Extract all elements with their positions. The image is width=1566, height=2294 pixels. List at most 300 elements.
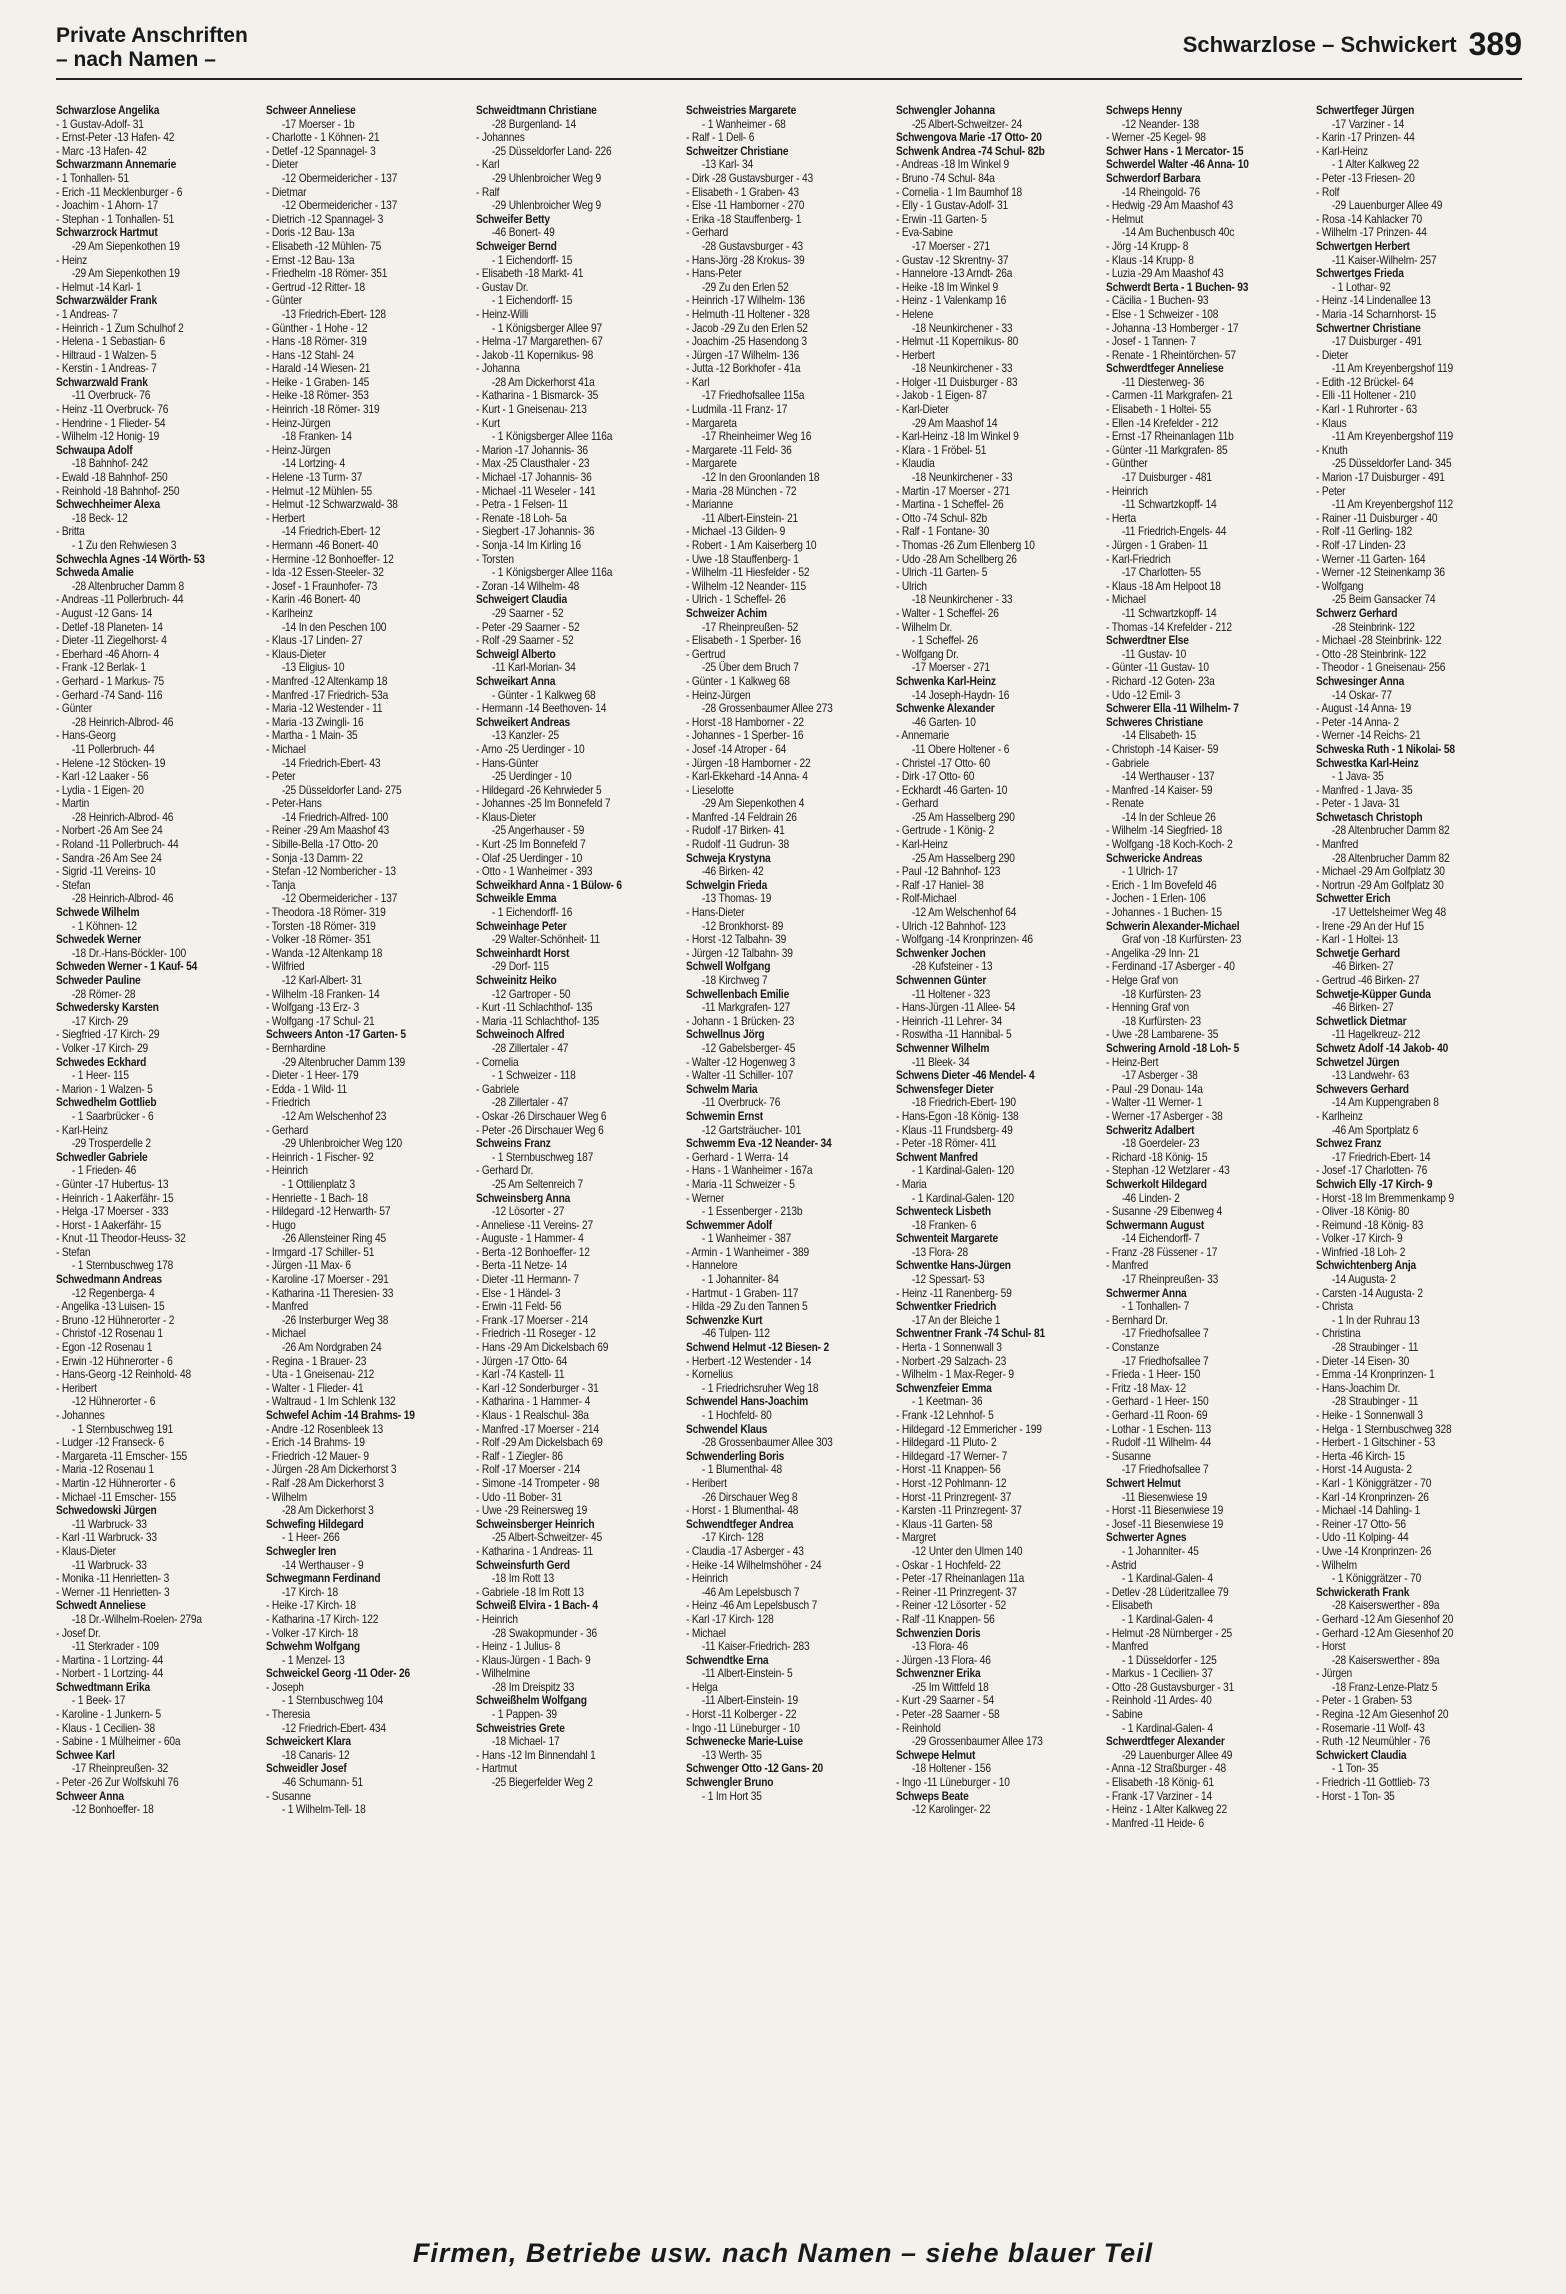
surname-entry: Schwede Wilhelm <box>56 906 140 920</box>
listing-line: - Regina - 1 Brauer- 23 <box>266 1354 367 1368</box>
listing-line: - Klaus-Dieter <box>476 810 536 824</box>
listing-line: - Gerhard - 1 Heer- 150 <box>1106 1395 1209 1409</box>
surname-entry: Schwengler Bruno <box>686 1776 774 1790</box>
listing-line: -25 Düsseldorfer Land- 345 <box>1331 457 1452 471</box>
directory-column-7 <box>1316 104 1496 2234</box>
listing-line: - Ulrich -11 Garten- 5 <box>896 566 988 580</box>
listing-line: - Sandra -26 Am See 24 <box>56 851 162 865</box>
listing-line: - Hans -12 Stahl- 24 <box>266 348 354 362</box>
listing-line: -29 Grossenbaumer Allee 173 <box>911 1735 1043 1749</box>
listing-line: - Christa <box>1316 1300 1353 1314</box>
listing-line: -17 Rheinpreußen- 33 <box>1121 1273 1219 1287</box>
listing-line: - Michael <box>686 1626 726 1640</box>
listing-line: - Ruth -12 Neumühler - 76 <box>1316 1735 1431 1749</box>
surname-entry: Schweikhard Anna - 1 Bülow- 6 <box>476 878 622 892</box>
listing-line: - Michael -13 Gilden- 9 <box>686 525 786 539</box>
listing-line: - Herbert -12 Westender - 14 <box>686 1354 812 1368</box>
listing-line: - 1 Königsberger Allee 116a <box>491 566 613 580</box>
listing-line: - Hannelore -13 Arndt- 26a <box>896 267 1013 281</box>
listing-line: -18 Bahnhof- 242 <box>71 457 148 471</box>
listing-line: - Wilhelm -12 Honig- 19 <box>56 430 160 444</box>
listing-line: - Klaus -11 Garten- 58 <box>896 1517 993 1531</box>
listing-line: -26 Am Nordgraben 24 <box>281 1341 382 1355</box>
listing-line: - Horst -12 Talbahn- 39 <box>686 933 787 947</box>
listing-line: -28 Straubinger - 11 <box>1331 1341 1419 1355</box>
listing-line: - Wolfgang -14 Kronprinzen- 46 <box>896 933 1033 947</box>
listing-line: - Ralf - 1 Fontane- 30 <box>896 525 990 539</box>
listing-line: -25 Uerdinger - 10 <box>491 770 572 784</box>
listing-line: -46 Am Sportplatz 6 <box>1331 1123 1419 1137</box>
listing-line: - Renate -18 Loh- 5a <box>476 511 567 525</box>
listing-line: -14 Lortzing- 4 <box>281 457 345 471</box>
listing-line: - Karlheinz <box>1316 1109 1363 1123</box>
listing-line: - Wolfgang Dr. <box>896 647 959 661</box>
listing-line: - Dietmar <box>266 185 307 199</box>
listing-line: - 1 Ulrich- 17 <box>1121 865 1178 879</box>
listing-line: - Wilhelm -17 Prinzen- 44 <box>1316 226 1427 240</box>
listing-line: - Martin -17 Moerser - 271 <box>896 484 1010 498</box>
listing-line: -17 Kirch- 18 <box>281 1585 338 1599</box>
listing-line: -17 Friedhofsallee 115a <box>701 389 805 403</box>
listing-line: - Peter <box>266 770 296 784</box>
listing-line: - Karl - 1 Holtei- 13 <box>1316 933 1398 947</box>
listing-line: - 1 Im Hort 35 <box>701 1789 762 1803</box>
listing-line: -25 Beim Gansacker 74 <box>1331 593 1436 607</box>
listing-line: -18 Kurfürsten- 23 <box>1121 987 1201 1001</box>
listing-line: - 1 Gustav-Adolf- 31 <box>56 117 144 131</box>
listing-line: - Else -11 Hamborner - 270 <box>686 199 805 213</box>
directory-column-5 <box>896 104 1076 2234</box>
listing-line: - Heike - 1 Graben- 145 <box>266 375 370 389</box>
listing-line: -25 Angerhauser - 59 <box>491 824 585 838</box>
listing-line: - 1 Ottilienplatz 3 <box>281 1177 356 1191</box>
surname-entry: Schweinitz Heiko <box>476 974 557 987</box>
listing-line: - Johannes <box>476 131 525 145</box>
listing-line: - Jürgen -11 Max- 6 <box>266 1259 351 1273</box>
listing-line: -28 Am Dickerhorst 41a <box>491 375 595 389</box>
listing-line: - Hermann -14 Beethoven- 14 <box>476 702 607 716</box>
listing-line: - Hermann -46 Bonert- 40 <box>266 539 379 552</box>
listing-line: - Gertrude - 1 König- 2 <box>896 824 995 838</box>
listing-line: - Waltraud - 1 Im Schlenk 132 <box>266 1395 396 1409</box>
listing-line: - Heinz -14 Lindenallee 13 <box>1316 294 1431 308</box>
listing-line: -11 Overbruck- 76 <box>701 1096 781 1110</box>
listing-line: - Michael -17 Johannis- 36 <box>476 471 592 485</box>
surname-entry: Schwetzel Jürgen <box>1316 1055 1400 1069</box>
listing-line: - Regina -12 Am Giesenhof 20 <box>1316 1708 1449 1722</box>
listing-line: - Heinrich <box>266 1164 308 1178</box>
listing-line: -12 Am Welschenhof 23 <box>281 1109 387 1123</box>
listing-line: - Hartmut - 1 Graben- 117 <box>686 1286 799 1300</box>
listing-line: - Heinz - 1 Julius- 8 <box>476 1640 561 1654</box>
listing-line: -17 Friedhofsallee 7 <box>1121 1354 1209 1368</box>
listing-line: - Werner <box>686 1191 725 1205</box>
surname-entry: Schwelm Maria <box>686 1082 758 1096</box>
listing-line: - Renate - 1 Rheintörchen- 57 <box>1106 348 1236 362</box>
listing-line: - Ulrich <box>896 579 927 593</box>
listing-line: - 1 Düsseldorfer - 125 <box>1121 1653 1217 1667</box>
listing-line: - Klaus -18 Am Helpoot 18 <box>1106 579 1221 593</box>
listing-line: - Josef -14 Atroper - 64 <box>686 742 787 756</box>
listing-line: - Franz -28 Füssener - 17 <box>1106 1245 1218 1259</box>
listing-line: - Gerhard -74 Sand- 116 <box>56 688 163 702</box>
listing-line: - Heinz -11 Ranenberg- 59 <box>896 1286 1012 1300</box>
surname-entry: Schwenger Otto -12 Gans- 20 <box>686 1762 823 1776</box>
listing-line: - 1 Menzel- 13 <box>281 1653 345 1667</box>
listing-line: - Peter -13 Friesen- 20 <box>1316 171 1415 185</box>
listing-line: - Christina <box>1316 1327 1361 1341</box>
listing-line: - Olaf -25 Uerdinger - 10 <box>476 851 583 865</box>
surname-entry: Schweiß Elvira - 1 Bach- 4 <box>476 1599 598 1613</box>
listing-line: -11 Warbruck- 33 <box>71 1558 147 1572</box>
listing-line: -13 Werth- 35 <box>701 1748 762 1762</box>
listing-line: -25 Im Wittfeld 18 <box>911 1680 989 1694</box>
listing-line: -28 Burgenland- 14 <box>491 117 577 131</box>
listing-line: - Knut -11 Theodor-Heuss- 32 <box>56 1232 186 1246</box>
listing-line: - Hannelore <box>686 1259 738 1273</box>
listing-line: - Sonja -13 Damm- 22 <box>266 851 363 865</box>
listing-line: - Maria -14 Scharnhorst- 15 <box>1316 307 1436 321</box>
surname-entry: Schwestka Karl-Heinz <box>1316 756 1419 770</box>
listing-line: - Michael -14 Dahling- 1 <box>1316 1504 1421 1518</box>
listing-line: - Karlheinz <box>266 606 313 620</box>
listing-line: - Reiner -17 Otto- 56 <box>1316 1517 1406 1531</box>
listing-line: - Knuth <box>1316 443 1348 457</box>
listing-line: -18 Franken- 14 <box>281 430 352 444</box>
listing-line: - Angelika -13 Luisen- 15 <box>56 1300 165 1314</box>
directory-column-2 <box>266 104 446 2234</box>
listing-line: - 1 In der Ruhrau 13 <box>1331 1313 1420 1327</box>
surname-entry: Schwetz Adolf -14 Jakob- 40 <box>1316 1041 1449 1055</box>
listing-line: - 1 Scheffel- 26 <box>911 634 979 648</box>
listing-line: - Margarete -11 Feld- 36 <box>686 443 792 457</box>
listing-line: - Manfred -14 Kaiser- 59 <box>1106 783 1213 797</box>
listing-line: - Klaus - 1 Realschul- 38a <box>476 1409 589 1422</box>
listing-line: - Karl - 1 Ruhrorter - 63 <box>1316 403 1418 417</box>
listing-line: - Heinrich - 1 Aakerfähr- 15 <box>56 1191 174 1205</box>
surname-entry: Schweinsberger Heinrich <box>476 1517 595 1531</box>
listing-line: - Hans-Egon -18 König- 138 <box>896 1109 1019 1123</box>
listing-line: - Erich -14 Brahms- 19 <box>266 1436 365 1450</box>
listing-line: -13 Thomas- 19 <box>701 892 772 906</box>
listing-line: - Stefan -12 Nombericher - 13 <box>266 865 396 879</box>
listing-line: - Ellen -14 Krefelder - 212 <box>1106 416 1219 430</box>
listing-line: -29 Saarner - 52 <box>491 606 564 620</box>
listing-line: - Jakob -11 Kopernikus- 98 <box>476 348 594 362</box>
listing-line: - Helma -17 Margarethen- 67 <box>476 335 603 349</box>
listing-line: -25 Über dem Bruch 7 <box>701 661 799 675</box>
listing-line: - Friedrich <box>266 1096 310 1110</box>
listing-line: - Anneliese -11 Vereins- 27 <box>476 1218 593 1232</box>
listing-line: -12 Gabelsberger- 45 <box>701 1041 796 1055</box>
listing-line: - Günter <box>266 294 303 308</box>
listing-line: - Friedrich -11 Roseger - 12 <box>476 1327 596 1341</box>
listing-line: -28 Altenbrucher Damm 82 <box>1331 824 1450 838</box>
listing-line: - 1 Kardinal-Galen- 4 <box>1121 1572 1213 1586</box>
listing-line: - Klaus -14 Krupp- 8 <box>1106 253 1194 267</box>
surname-entry: Schwee Karl <box>56 1748 115 1762</box>
listing-line: - Paul -12 Bahnhof- 123 <box>896 865 1001 879</box>
listing-line: - Uwe -18 Stauffenberg- 1 <box>686 552 799 566</box>
listing-line: - Heinz - 1 Alter Kalkweg 22 <box>1106 1803 1227 1817</box>
listing-line: - Andreas -11 Pollerbruch- 44 <box>56 593 184 607</box>
listing-line: - Peter <box>1316 484 1346 498</box>
listing-line: - Norbert -26 Am See 24 <box>56 824 163 838</box>
listing-line: -46 Linden- 2 <box>1121 1191 1180 1205</box>
section-title <box>56 24 248 72</box>
listing-line: - 1 Zu den Rehwiesen 3 <box>71 539 177 552</box>
listing-line: - Marc -13 Hafen- 42 <box>56 144 147 158</box>
listing-line: - Oskar - 1 Hochfeld- 22 <box>896 1558 1001 1572</box>
surname-entry: Schwericke Andreas <box>1106 851 1203 865</box>
listing-line: - Gustav Dr. <box>476 280 529 294</box>
surname-entry: Schwensfeger Dieter <box>896 1082 994 1096</box>
listing-line: - Josef -11 Biesenwiese 19 <box>1106 1517 1224 1531</box>
listing-line: -14 Elisabeth- 15 <box>1121 729 1196 743</box>
surname-entry: Schweißhelm Wolfgang <box>476 1694 587 1708</box>
listing-line: - Werner -17 Asberger - 38 <box>1106 1109 1223 1123</box>
listing-line: - Hans -29 Am Dickelsbach 69 <box>476 1341 609 1355</box>
listing-line: -26 Allensteiner Ring 45 <box>281 1232 386 1246</box>
listing-line: -28 Heinrich-Albrod- 46 <box>71 810 174 824</box>
listing-line: -11 Diesterweg- 36 <box>1121 375 1205 389</box>
listing-line: - Heribert <box>686 1476 727 1490</box>
listing-line: - Elly - 1 Gustav-Adolf- 31 <box>896 199 1009 213</box>
surname-entry: Schwermer Anna <box>1106 1286 1187 1300</box>
listing-line: - 1 Johanniter- 45 <box>1121 1544 1199 1558</box>
listing-line: - Egon -12 Rosenau 1 <box>56 1341 153 1355</box>
listing-line: - Gerhard - 1 Werra- 14 <box>686 1150 789 1164</box>
listing-line: -11 Biesenwiese 19 <box>1121 1490 1207 1504</box>
listing-line: -14 In den Peschen 100 <box>281 620 387 634</box>
listing-line: - Wilfried <box>266 960 305 974</box>
listing-line: -25 Düsseldorfer Land- 226 <box>491 144 612 158</box>
listing-line: - Manfred <box>266 1300 309 1314</box>
listing-line: -11 Sterkrader - 109 <box>71 1640 159 1654</box>
surname-entry: Schweps Henny <box>1106 104 1182 117</box>
listing-line: - Michael <box>266 742 306 756</box>
listing-line: - Peter -29 Saarner - 52 <box>476 620 580 634</box>
surname-entry: Schwarzmann Annemarie <box>56 158 177 172</box>
listing-line: -46 Am Lepelsbusch 7 <box>701 1585 800 1599</box>
listing-line: -28 Im Dreispitz 33 <box>491 1680 575 1694</box>
listing-line: - Dirk -28 Gustavsburger - 43 <box>686 171 814 185</box>
listing-line: -28 Zillertaler - 47 <box>491 1096 569 1110</box>
listing-line: - Herbert - 1 Gitschiner - 53 <box>1316 1436 1436 1450</box>
listing-line: - August -12 Gans- 14 <box>56 606 153 620</box>
listing-line: - Otto -28 Steinbrink- 122 <box>1316 647 1426 661</box>
surname-entry: Schwetasch Christoph <box>1316 810 1423 824</box>
listing-line: -11 Kaiser-Friedrich- 283 <box>701 1640 810 1654</box>
listing-line: - Karin -17 Prinzen- 44 <box>1316 131 1415 145</box>
listing-line: - Kornelius <box>686 1368 733 1382</box>
listing-line: - Günther - 1 Hohe - 12 <box>266 321 368 335</box>
listing-line: - Katharina -17 Kirch- 122 <box>266 1612 379 1626</box>
surname-entry: Schwertges Frieda <box>1316 267 1404 281</box>
listing-line: - Manfred -17 Friedrich- 53a <box>266 688 389 702</box>
listing-line: - Hildegard -12 Herwarth- 57 <box>266 1205 391 1219</box>
listing-line: - 1 Eichendorff- 15 <box>491 253 573 267</box>
listing-line: - Kurt -29 Saarner - 54 <box>896 1694 995 1708</box>
listing-line: - Karl-Heinz <box>896 838 948 852</box>
listing-line: - Carsten -14 Augusta- 2 <box>1316 1286 1423 1300</box>
listing-line: - Heinz -11 Overbruck- 76 <box>56 403 169 417</box>
listing-line: - Peter -17 Rheinanlagen 11a <box>896 1572 1025 1586</box>
listing-line: - Bernhardine <box>266 1041 326 1055</box>
listing-line: - Heinz-Jürgen <box>686 688 751 702</box>
surname-entry: Schweitzer Christiane <box>686 144 789 158</box>
surname-entry: Schwend Helmut -12 Biesen- 2 <box>686 1341 830 1355</box>
listing-line: -29 Lauenburger Allee 49 <box>1121 1748 1233 1762</box>
listing-line: - Nortrun -29 Am Golfplatz 30 <box>1316 878 1444 892</box>
listing-line: -17 Duisburger - 481 <box>1121 471 1212 485</box>
listing-line: - Ida -12 Essen-Steeler- 32 <box>266 566 384 580</box>
listing-line: - Hans-Jörg -28 Krokus- 39 <box>686 253 805 267</box>
listing-line: - Rosa -14 Kahlacker 70 <box>1316 212 1422 226</box>
listing-line: - Johannes -25 Im Bonnefeld 7 <box>476 797 611 811</box>
surname-entry: Schweins Franz <box>476 1137 551 1151</box>
listing-line: - Reinhold <box>896 1721 941 1735</box>
listing-line: - Friedrich -12 Mauer- 9 <box>266 1449 369 1463</box>
listing-line: - Udo -12 Emil- 3 <box>1106 688 1181 702</box>
listing-line: - Gertrud -12 Ritter- 18 <box>266 280 365 294</box>
listing-line: -12 Friedrich-Ebert- 434 <box>281 1721 386 1735</box>
listing-line: -17 Friedhofsallee 7 <box>1121 1327 1209 1341</box>
listing-line: - Ralf - 1 Dell- 6 <box>686 131 755 145</box>
listing-line: - 1 Lothar- 92 <box>1331 280 1391 294</box>
listing-line: - 1 Heer- 115 <box>71 1069 129 1083</box>
listing-line: -25 Biegerfelder Weg 2 <box>491 1776 593 1790</box>
listing-line: - Heribert <box>56 1381 97 1395</box>
listing-line: - Torsten -18 Römer- 319 <box>266 919 376 933</box>
listing-line: - Emma -14 Kronprinzen- 1 <box>1316 1368 1435 1382</box>
listing-line: - Helene <box>896 307 934 321</box>
listing-line: - Manfred -11 Heide- 6 <box>1106 1816 1205 1830</box>
surname-entry: Schweder Pauline <box>56 974 141 987</box>
listing-line: -28 Grossenbaumer Allee 303 <box>701 1436 833 1450</box>
surname-entry: Schwerer Ella -11 Wilhelm- 7 <box>1106 702 1239 716</box>
listing-line: - 1 Schweizer - 118 <box>491 1069 576 1083</box>
listing-line: - Uta - 1 Gneisenau- 212 <box>266 1368 375 1382</box>
listing-line: -13 Friedrich-Ebert- 128 <box>281 307 386 321</box>
surname-entry: Schwelgin Frieda <box>686 878 768 892</box>
listing-line: - Wilhelm -12 Neander- 115 <box>686 579 806 593</box>
listing-line: -25 Am Seltenreich 7 <box>491 1177 584 1191</box>
listing-line: - Michael -29 Am Golfplatz 30 <box>1316 865 1445 879</box>
listing-line: - Werner -14 Reichs- 21 <box>1316 729 1421 743</box>
listing-line: - Detlef -12 Spannagel- 3 <box>266 144 376 158</box>
listing-line: - Petra - 1 Felsen- 11 <box>476 498 568 512</box>
listing-line: - Günter -11 Gustav- 10 <box>1106 661 1209 675</box>
listing-line: - Manfred -17 Moerser - 214 <box>476 1422 599 1436</box>
surname-entry: Schwentker Friedrich <box>896 1300 997 1314</box>
listing-line: - Uwe -29 Reinersweg 19 <box>476 1504 588 1518</box>
surname-entry: Schweidler Josef <box>266 1762 347 1776</box>
listing-line: -13 Karl- 34 <box>701 158 754 172</box>
listing-line: -13 Flora- 28 <box>911 1245 968 1259</box>
listing-line: - Johannes - 1 Sperber- 16 <box>686 729 804 743</box>
surname-entry: Schwengler Johanna <box>896 104 995 117</box>
listing-line: -12 In den Groonlanden 18 <box>701 471 820 485</box>
listing-line: - Horst -18 Im Bremmenkamp 9 <box>1316 1191 1454 1205</box>
listing-line: - Frank -17 Varziner - 14 <box>1106 1789 1212 1803</box>
listing-line: -14 Joseph-Haydn- 16 <box>911 688 1010 702</box>
surname-entry: Schweikart Anna <box>476 674 556 688</box>
listing-line: - Maria -12 Rosenau 1 <box>56 1463 154 1477</box>
surname-entry: Schweinhardt Horst <box>476 946 570 960</box>
listing-line: - 1 Beek- 17 <box>71 1694 126 1708</box>
listing-line: - Armin - 1 Wanheimer - 389 <box>686 1245 810 1259</box>
listing-line: - Bruno -74 Schul- 84a <box>896 171 995 185</box>
surname-entry: Schwepe Helmut <box>896 1748 976 1762</box>
listing-line: - Herta <box>1106 511 1136 525</box>
listing-line: - Walter -12 Hogenweg 3 <box>686 1055 795 1069</box>
listing-line: - Lieselotte <box>686 783 734 797</box>
listing-line: - Horst - 1 Blumenthal- 48 <box>686 1504 799 1518</box>
surname-entry: Schwarzrock Hartmut <box>56 226 158 240</box>
listing-line: - Elisabeth <box>1106 1599 1153 1613</box>
listing-line: -29 Uhlenbroicher Weg 9 <box>491 171 602 185</box>
surname-entry: Schwendtke Erna <box>686 1653 769 1667</box>
listing-line: - Cornelia - 1 Im Baumhof 18 <box>896 185 1023 199</box>
listing-line: - 1 Königsberger Allee 116a <box>491 430 613 444</box>
listing-line: -28 Am Dickerhorst 3 <box>281 1504 374 1518</box>
listing-line: - Sigrid -11 Vereins- 10 <box>56 865 156 879</box>
surname-entry: Schwefing Hildegard <box>266 1517 364 1531</box>
listing-line: - Margareta <box>686 416 737 430</box>
listing-line: - Horst -12 Pohlmann- 12 <box>896 1476 1007 1490</box>
listing-line: - Hans-Peter <box>686 267 742 281</box>
listing-line: - Frieda - 1 Heer- 150 <box>1106 1368 1201 1382</box>
listing-line: - Reiner -29 Am Maashof 43 <box>266 824 390 838</box>
listing-line: -29 Zu den Erlen 52 <box>701 280 789 294</box>
surname-entry: Schwerdt Berta - 1 Buchen- 93 <box>1106 280 1249 294</box>
listing-line: -18 Dr.-Wilhelm-Roelen- 279a <box>71 1612 202 1626</box>
listing-line: - Margareta -11 Emscher- 155 <box>56 1449 187 1463</box>
listing-line: -12 Karolinger- 22 <box>911 1803 991 1817</box>
listing-line: - Johann - 1 Brücken- 23 <box>686 1014 795 1028</box>
listing-line: -11 Gustav- 10 <box>1121 647 1187 661</box>
listing-line: - Susanne <box>266 1789 311 1803</box>
listing-line: - Karl-Dieter <box>896 403 949 417</box>
listing-line: -46 Birken- 27 <box>1331 1001 1394 1015</box>
listing-line: - 1 Frieden- 46 <box>71 1164 137 1178</box>
listing-line: -17 Moerser - 271 <box>911 661 990 675</box>
listing-line: - Hans-Georg -12 Reinhold- 48 <box>56 1368 191 1382</box>
listing-line: - Peter -28 Saarner - 58 <box>896 1708 1000 1722</box>
listing-line: - Karl -11 Warbruck- 33 <box>56 1531 157 1545</box>
listing-line: - Wilhelmine <box>476 1667 531 1681</box>
listing-line: - Erwin -11 Feld- 56 <box>476 1300 562 1314</box>
listing-line: - Helene -13 Turm- 37 <box>266 471 363 485</box>
listing-line: - Heinz <box>56 253 88 267</box>
listing-line: - Heinz-Jürgen <box>266 443 331 457</box>
listing-line: - 1 Heer- 266 <box>281 1531 340 1545</box>
listing-line: - Karoline - 1 Junkern- 5 <box>56 1708 162 1722</box>
listing-line: -11 Am Kreyenbergshof 112 <box>1331 498 1453 512</box>
surname-entry: Schwevers Gerhard <box>1316 1082 1409 1096</box>
listing-line: - Heinz -46 Am Lepelsbusch 7 <box>686 1599 818 1613</box>
listing-line: -17 Rheinpreußen- 52 <box>701 620 799 634</box>
listing-line: -11 Pollerbruch- 44 <box>71 742 155 756</box>
listing-line: - 1 Wanheimer - 387 <box>701 1232 792 1246</box>
surname-entry: Schwenk Andrea -74 Schul- 82b <box>896 144 1045 158</box>
surname-entry: Schwetter Erich <box>1316 892 1391 906</box>
listing-line: - Jörg -14 Krupp- 8 <box>1106 239 1189 253</box>
listing-line: -29 Am Siepenkothen 19 <box>71 239 180 253</box>
listing-line: -28 Kaiserswerther - 89a <box>1331 1653 1440 1667</box>
listing-line: - Reinhold -18 Bahnhof- 250 <box>56 484 180 498</box>
